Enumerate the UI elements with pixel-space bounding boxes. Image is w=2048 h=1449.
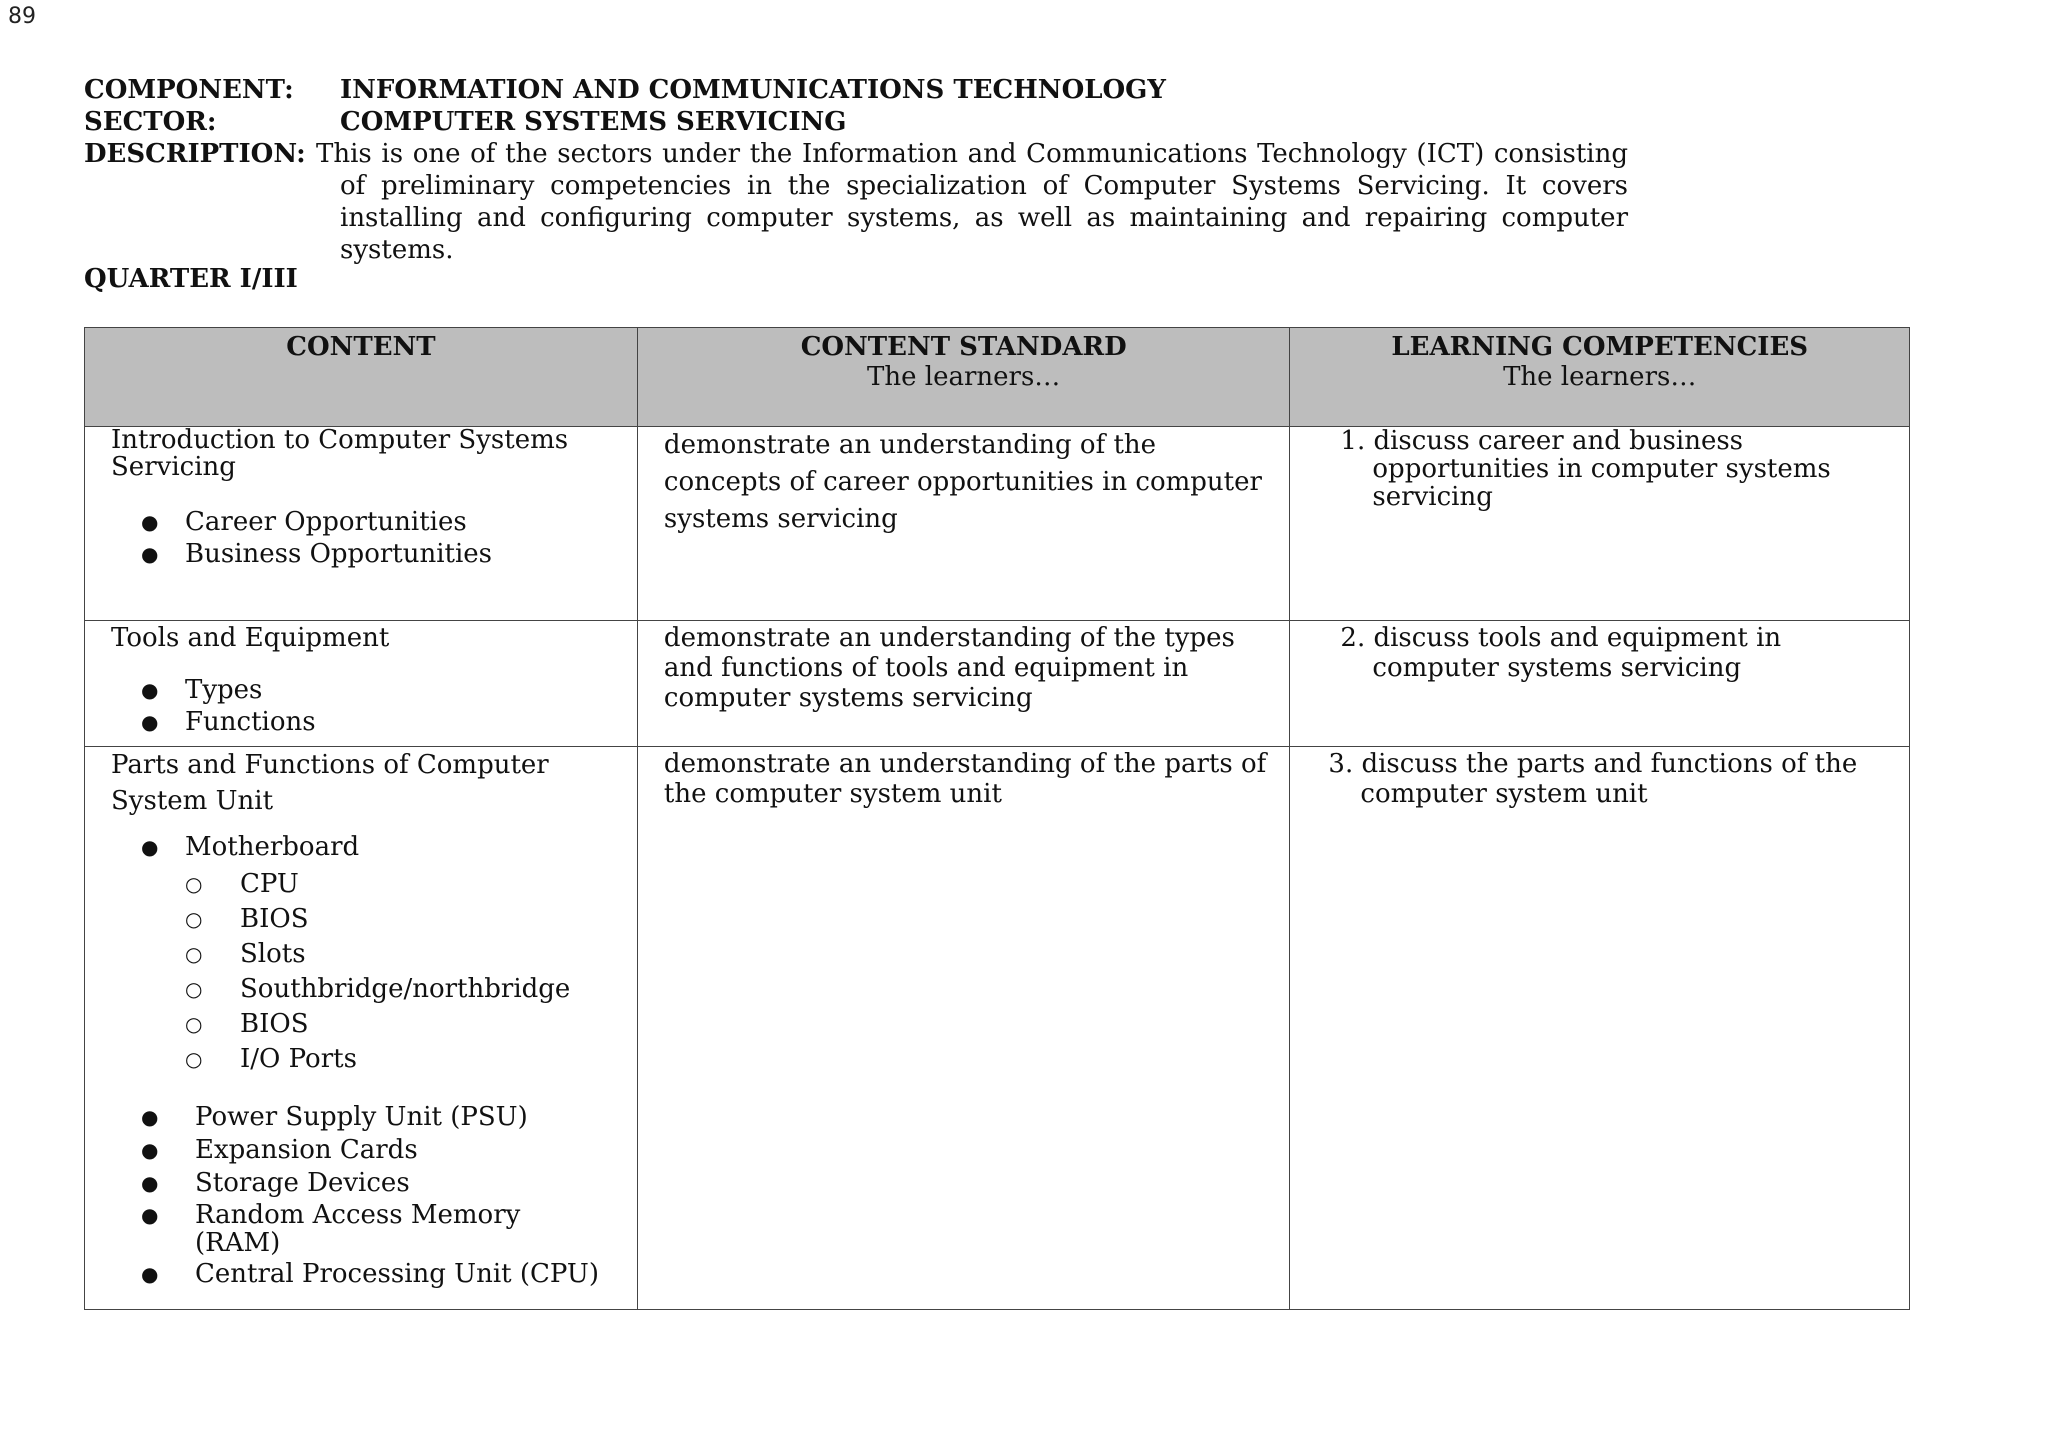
curriculum-table [84, 327, 1910, 1310]
standard-cell [637, 747, 1289, 1310]
document-header [84, 74, 1804, 266]
component-value: INFORMATION AND COMMUNICATIONS TECHNOLOGY [340, 75, 1166, 105]
standard-cell [637, 621, 1289, 747]
header-learning-competencies: LEARNING COMPETENCIES The learners… [1290, 328, 1910, 427]
list-item: ● Business Opportunities [111, 539, 627, 569]
component-row [84, 74, 1804, 106]
content-bullets-secondary [111, 1102, 627, 1290]
content-standard-text: demonstrate an understanding of the types and functions of tools and equipment in computer systems servicing [663, 623, 1235, 713]
sub-list-item: ○ Slots [185, 938, 627, 971]
learning-competency-text: 2. discuss tools and equipment in computer systems servicing [1340, 623, 1782, 683]
list-item: ● Functions [111, 707, 627, 737]
list-item: ● Career Opportunities [111, 507, 627, 537]
content-standard-text: demonstrate an understanding of the parts of the computer system unit [663, 749, 1267, 809]
list-item: ● Types [111, 675, 627, 705]
sub-list-item: ○ I/O Ports [185, 1043, 627, 1076]
sub-list-item: ○ CPU [185, 868, 627, 901]
description-row [84, 138, 1804, 266]
content-cell [85, 747, 638, 1310]
learning-competency-text: 1. discuss career and business opportunities in computer systems servicing [1340, 426, 1831, 512]
list-item: ● Storage Devices [111, 1168, 627, 1199]
page-number: 89 [8, 4, 36, 29]
component-label: COMPONENT: [84, 75, 294, 105]
sector-row [84, 106, 1804, 138]
bullet-label: Motherboard [185, 832, 360, 862]
standard-cell [637, 427, 1289, 621]
table-row [85, 621, 1910, 747]
sub-list-item: ○ BIOS [185, 1008, 627, 1041]
content-cell [85, 621, 638, 747]
list-item: ● Central Processing Unit (CPU) [111, 1259, 627, 1290]
content-standard-text: demonstrate an understanding of the concepts of career opportunities in computer systems servicing [663, 430, 1262, 534]
list-item: ● Random Access Memory (RAM) [111, 1201, 557, 1257]
table-header-row [85, 328, 1910, 427]
competency-cell [1290, 747, 1910, 1310]
list-item: ● Expansion Cards [111, 1135, 627, 1166]
header-subtitle: The learners… [867, 362, 1061, 392]
header-subtitle: The learners… [1503, 362, 1697, 392]
description-text: This is one of the sectors under the Information and Communications Technology (ICT) consisting of preliminary competencies in the specialization of Computer Systems Servicing. It covers installing and configuring computer systems, as well as maintaining and repairing computer systems. [316, 139, 1628, 265]
content-title: Introduction to Computer Systems Servicing [111, 425, 569, 482]
list-item: ● Power Supply Unit (PSU) [111, 1102, 627, 1133]
competency-cell [1290, 621, 1910, 747]
content-bullets [111, 675, 627, 737]
table-row [85, 747, 1910, 1310]
sector-value: COMPUTER SYSTEMS SERVICING [340, 107, 847, 137]
table-row [85, 427, 1910, 621]
content-cell [85, 427, 638, 621]
quarter-heading: QUARTER I/III [84, 264, 298, 294]
header-content: CONTENT [85, 328, 638, 427]
competency-cell [1290, 427, 1910, 621]
motherboard-sub-list [185, 868, 627, 1076]
header-content-standard: CONTENT STANDARD The learners… [637, 328, 1289, 427]
content-title: Tools and Equipment [111, 623, 390, 653]
content-title: Parts and Functions of Computer System Unit [111, 750, 549, 816]
content-bullets [111, 831, 627, 1076]
list-item [111, 831, 627, 1076]
content-bullets [111, 507, 627, 569]
learning-competency-text: 3. discuss the parts and functions of the computer system unit [1328, 749, 1858, 809]
sector-label: SECTOR: [84, 107, 217, 137]
sub-list-item: ○ Southbridge/northbridge [185, 973, 627, 1006]
description-label: DESCRIPTION: [84, 139, 306, 169]
sub-list-item: ○ BIOS [185, 903, 627, 936]
